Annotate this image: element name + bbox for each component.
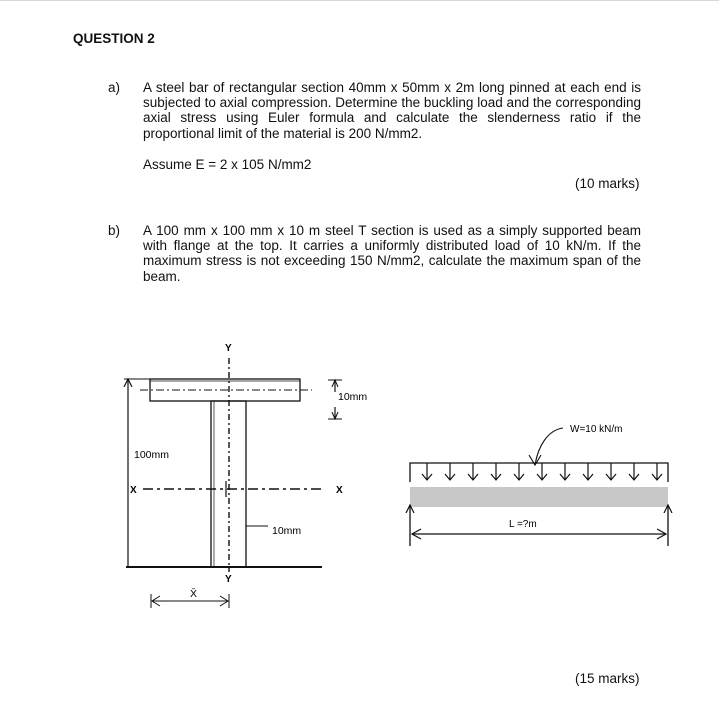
udl-arrows: [422, 463, 662, 480]
t-section-figure: [124, 343, 367, 608]
part-a-text: A steel bar of rectangular section 40mm x 50mm x 2m long pinned at each end is subjected to axial compression. Determine the buckling load and the corresponding axial stress using Euler formula and calculate the slenderness ratio if the proportional limit of the material is 200 N/mm2.: [143, 80, 641, 141]
beam-figure: [410, 424, 668, 546]
load-leader: [535, 428, 563, 465]
centroid-label: X̄: [190, 588, 198, 600]
part-a-marks: (10 marks): [575, 176, 640, 191]
y-axis-bottom-label: Y: [225, 574, 232, 585]
part-b-marks: (15 marks): [575, 671, 640, 686]
part-b-text: A 100 mm x 100 mm x 10 m steel T section is used as a simply supported beam with flange at the top. It carries a uniformly distributed load of 10 kN/m. If the maximum stress is not exceeding 150 N/mm2, calculate the maximum span of the beam.: [143, 223, 641, 284]
question-title: QUESTION 2: [73, 31, 155, 46]
x-axis-left-label: X: [130, 485, 137, 496]
load-label: W=10 kN/m: [570, 424, 623, 435]
y-axis-top-label: Y: [225, 343, 232, 354]
flange-thickness-label: 10mm: [338, 391, 368, 403]
span-label: L =?m: [509, 519, 537, 530]
part-a-assumption: Assume E = 2 x 105 N/mm2: [143, 157, 312, 172]
web-thickness-label: 10mm: [272, 525, 302, 537]
beam-body: [410, 487, 668, 507]
part-a-label: a): [108, 80, 121, 95]
part-b-label: b): [108, 223, 121, 238]
height-label: 100mm: [134, 449, 170, 461]
x-axis-right-label: X: [336, 485, 343, 496]
